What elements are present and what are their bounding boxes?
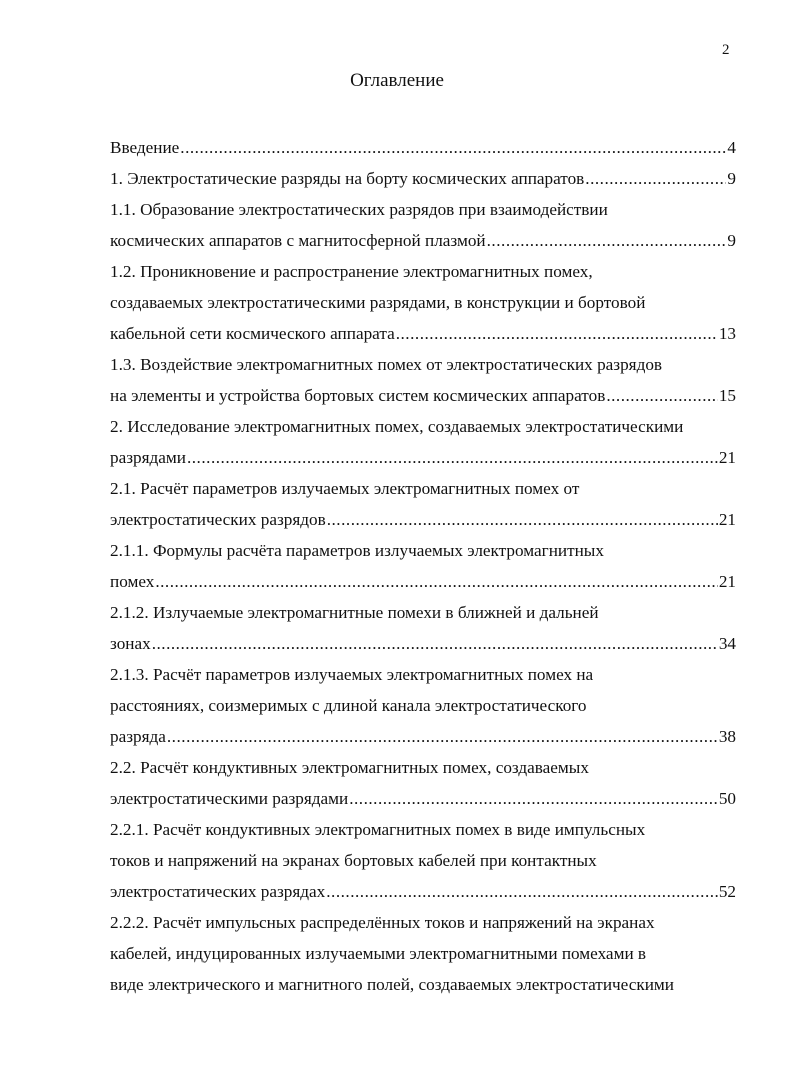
- toc-entry-text: 1.2. Проникновение и распространение электромагнитных помех,: [110, 262, 593, 281]
- toc-entry-line: [110, 938, 736, 969]
- toc-page-number: 50: [718, 789, 736, 808]
- toc-page-number: 38: [718, 727, 736, 746]
- toc-entry-line: [110, 752, 736, 783]
- dot-leader: [396, 318, 718, 349]
- toc-entry-text: Введение: [110, 138, 180, 157]
- toc-entry-line: [110, 659, 736, 690]
- toc-entry-text: 2.2. Расчёт кондуктивных электромагнитных помех, создаваемых: [110, 758, 589, 777]
- toc-entry-line: [110, 287, 736, 318]
- toc-entry[interactable]: [110, 907, 736, 1000]
- dot-leader: [152, 628, 718, 659]
- toc-page-number: 13: [718, 324, 736, 343]
- toc-entry[interactable]: [110, 194, 736, 256]
- toc-entry-text: 1.1. Образование электростатических разрядов при взаимодействии: [110, 200, 608, 219]
- toc-entry-text: на элементы и устройства бортовых систем космических аппаратов: [110, 386, 606, 405]
- toc-entry-line: [110, 969, 736, 1000]
- toc-entry-text: 2.1.1. Формулы расчёта параметров излучаемых электромагнитных: [110, 541, 604, 560]
- toc-entry-text: 1. Электростатические разряды на борту космических аппаратов: [110, 169, 585, 188]
- toc-entry-text: 1.3. Воздействие электромагнитных помех от электростатических разрядов: [110, 355, 663, 374]
- toc-entry-line: [110, 411, 736, 442]
- toc-entry[interactable]: [110, 814, 736, 907]
- dot-leader: [155, 566, 717, 597]
- toc-entry[interactable]: [110, 163, 736, 194]
- toc-entry[interactable]: [110, 659, 736, 752]
- toc-entry[interactable]: [110, 597, 736, 659]
- toc-entry-line: [110, 566, 736, 597]
- toc-entry-line: [110, 349, 736, 380]
- toc-entry[interactable]: [110, 256, 736, 349]
- toc-entry[interactable]: [110, 535, 736, 597]
- toc-page-number: 21: [718, 572, 736, 591]
- toc-entry[interactable]: [110, 752, 736, 814]
- dot-leader: [167, 721, 718, 752]
- dot-leader: [327, 504, 718, 535]
- toc-entry-text: 2. Исследование электромагнитных помех, создаваемых электростатическими: [110, 417, 684, 436]
- toc-page-number: 9: [727, 231, 736, 250]
- toc-entry-line: [110, 845, 736, 876]
- toc-entry-line: [110, 597, 736, 628]
- toc-page-number: 34: [718, 634, 736, 653]
- toc-entry-text: кабельной сети космического аппарата: [110, 324, 395, 343]
- dot-leader: [585, 163, 726, 194]
- toc-entry-text: разрядами: [110, 448, 186, 467]
- toc-entry-text: 2.1.2. Излучаемые электромагнитные помехи в ближней и дальней: [110, 603, 599, 622]
- page-number: 2: [722, 42, 730, 58]
- dot-leader: [349, 783, 718, 814]
- toc-page-number: 21: [718, 510, 736, 529]
- toc-entry-line: [110, 814, 736, 845]
- toc-entry-line: [110, 721, 736, 752]
- toc-entry-text: кабелей, индуцированных излучаемыми электромагнитными помехами в: [110, 944, 647, 963]
- toc-page-number: 4: [727, 138, 736, 157]
- toc-title: Оглавление: [350, 70, 444, 91]
- toc-page-number: 21: [718, 448, 736, 467]
- toc-entry-text: разряда: [110, 727, 166, 746]
- toc-entry-text: виде электрического и магнитного полей, создаваемых электростатическими: [110, 975, 674, 994]
- toc-entry-line: [110, 225, 736, 256]
- toc-entry-line: [110, 318, 736, 349]
- toc-entry-line: [110, 442, 736, 473]
- toc-entry-text: электростатических разрядах: [110, 882, 326, 901]
- toc-page-number: 9: [727, 169, 736, 188]
- toc-entry-line: [110, 876, 736, 907]
- toc-entry-line: [110, 690, 736, 721]
- toc-entry[interactable]: [110, 473, 736, 535]
- toc-entry-line: [110, 473, 736, 504]
- toc-entry-line: [110, 628, 736, 659]
- toc-entry-line: [110, 783, 736, 814]
- toc-entry-line: [110, 907, 736, 938]
- toc-entry-text: 2.2.2. Расчёт импульсных распределённых токов и напряжений на экранах: [110, 913, 655, 932]
- toc-entry-line: [110, 380, 736, 411]
- toc-entry-text: создаваемых электростатическими разрядами, в конструкции и бортовой: [110, 293, 646, 312]
- dot-leader: [487, 225, 727, 256]
- toc-page-number: 15: [718, 386, 736, 405]
- toc-entry-text: электростатическими разрядами: [110, 789, 349, 808]
- toc-entry-text: космических аппаратов с магнитосферной плазмой: [110, 231, 486, 250]
- toc-entry-text: токов и напряжений на экранах бортовых кабелей при контактных: [110, 851, 597, 870]
- toc-entry[interactable]: [110, 132, 736, 163]
- toc-entry-text: расстояниях, соизмеримых с длиной канала электростатического: [110, 696, 587, 715]
- dot-leader: [326, 876, 718, 907]
- toc-entry-text: 2.1.3. Расчёт параметров излучаемых электромагнитных помех на: [110, 665, 594, 684]
- dot-leader: [180, 132, 726, 163]
- toc-entry-text: 2.2.1. Расчёт кондуктивных электромагнитных помех в виде импульсных: [110, 820, 646, 839]
- toc-entry-line: [110, 132, 736, 163]
- toc-entry[interactable]: [110, 411, 736, 473]
- toc-entry-line: [110, 163, 736, 194]
- dot-leader: [187, 442, 718, 473]
- toc-entry-line: [110, 504, 736, 535]
- table-of-contents: [110, 132, 736, 1000]
- toc-entry-line: [110, 256, 736, 287]
- toc-entry-text: 2.1. Расчёт параметров излучаемых электромагнитных помех от: [110, 479, 580, 498]
- toc-entry-line: [110, 535, 736, 566]
- toc-entry-text: электростатических разрядов: [110, 510, 326, 529]
- toc-entry-text: помех: [110, 572, 155, 591]
- dot-leader: [606, 380, 718, 411]
- toc-page-number: 52: [718, 882, 736, 901]
- toc-entry[interactable]: [110, 349, 736, 411]
- toc-entry-line: [110, 194, 736, 225]
- toc-entry-text: зонах: [110, 634, 151, 653]
